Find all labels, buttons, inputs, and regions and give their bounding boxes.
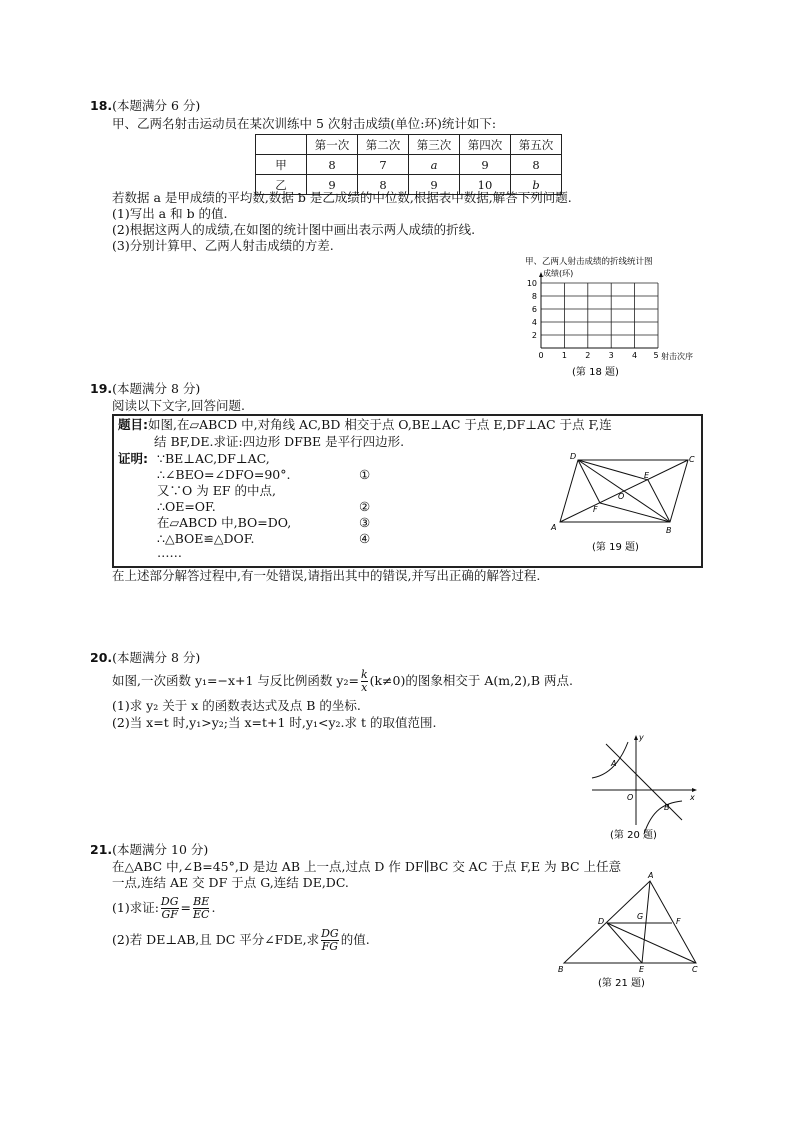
q19-intro: 阅读以下文字,回答问题.	[112, 398, 245, 413]
table-cell: 第四次	[460, 135, 511, 155]
point-label-a: A	[648, 871, 654, 880]
q19-caption: (第 19 题)	[592, 542, 639, 553]
q21-figure	[548, 868, 708, 992]
q19-points: (本题满分 8 分)	[112, 381, 201, 396]
chart-xlabel: 射击次序	[661, 352, 693, 361]
q19-problem-line2: 结 BF,DE.求证:四边形 DFBE 是平行四边形.	[154, 434, 405, 449]
q21-sub2	[112, 927, 370, 953]
q21-line2: 一点,连结 AE 交 DF 于点 G,连结 DE,DC.	[112, 875, 349, 890]
q21-header	[90, 842, 208, 858]
x-tick-label: 1	[561, 351, 567, 360]
proof-step: 在▱ABCD 中,BO=DO,	[157, 515, 292, 530]
point-label-d: D	[570, 452, 577, 461]
q20-text-b: (k≠0)的图象相交于 A(m,2),B 两点.	[369, 673, 574, 688]
score-table	[255, 134, 562, 195]
q21-sub1-text: (1)求证:	[112, 900, 159, 915]
q21-caption: (第 21 题)	[598, 978, 645, 989]
linear-function-line	[606, 744, 682, 820]
point-label-e: E	[639, 965, 645, 974]
segment-de	[607, 923, 642, 963]
proof-step-mark: ③	[359, 515, 371, 530]
q18-sub1: (1)写出 a 和 b 的值.	[112, 206, 228, 221]
q20-points: (本题满分 8 分)	[112, 650, 201, 665]
q18-points: (本题满分 6 分)	[112, 98, 201, 113]
x-arrow-icon	[692, 788, 697, 792]
q21-sub2-end: 的值.	[340, 932, 370, 947]
chart-grid	[541, 283, 658, 348]
proof-step: ∵BE⊥AC,DF⊥AC,	[157, 451, 270, 466]
point-label-b: B	[664, 803, 670, 812]
point-label-b: B	[666, 526, 672, 535]
x-tick-label: 2	[585, 351, 591, 360]
table-cell: 甲	[256, 155, 307, 175]
proof-step: ∴OE=OF.	[157, 499, 216, 514]
axis-label-y: y	[639, 733, 644, 742]
segment-fb	[600, 503, 670, 522]
table-cell: 第五次	[511, 135, 562, 155]
diagonal-bd	[578, 460, 670, 522]
q19-header	[90, 381, 200, 397]
point-label-a: A	[551, 523, 557, 532]
problem-text-1: 如图,在▱ABCD 中,对角线 AC,BD 相交于点 O,BE⊥AC 于点 E,DF⊥AC 于点 F,连	[148, 417, 612, 432]
q20-caption: (第 20 题)	[610, 830, 657, 841]
q19-problem-line1	[118, 417, 612, 433]
table-cell: 9	[460, 155, 511, 175]
frac-denominator: x	[361, 681, 368, 694]
x-tick-label: 3	[608, 351, 614, 360]
axis-label-x: x	[690, 793, 695, 802]
q19-number: 19.	[90, 381, 113, 396]
q21-sub1	[112, 895, 215, 921]
q19-figure	[548, 450, 698, 562]
frac-numerator: BE	[193, 895, 210, 908]
q18-chart	[510, 255, 700, 380]
q20-line1	[112, 668, 573, 694]
q18-text: 若数据 a 是甲成绩的平均数,数据 b 是乙成绩的中位数,根据表中数据,解答下列问题.	[112, 190, 572, 205]
q18-sub2: (2)根据这两人的成绩,在如图的统计图中画出表示两人成绩的折线.	[112, 222, 476, 237]
proof-step-mark: ②	[359, 499, 371, 514]
segment-be	[648, 480, 670, 522]
segment-dc	[607, 923, 696, 963]
proof-step: ……	[157, 545, 182, 560]
point-label-c: C	[692, 965, 698, 974]
table-row	[256, 155, 562, 175]
point-label-o: O	[618, 492, 625, 501]
q21-sub1-eq: =	[180, 900, 192, 915]
table-cell: 8	[511, 155, 562, 175]
y-arrow-icon	[634, 735, 638, 740]
table-cell: 第三次	[409, 135, 460, 155]
chart-title: 甲、乙两人射击成绩的折线统计图	[525, 257, 653, 267]
y-tick-label: 10	[526, 279, 537, 288]
frac-denominator: FG	[321, 940, 339, 953]
x-tick-label: 5	[653, 351, 659, 360]
y-tick-label: 4	[531, 318, 537, 327]
table-cell: 9	[307, 175, 358, 195]
point-label-f: F	[593, 505, 598, 514]
origin-label: O	[627, 793, 634, 802]
q20-header	[90, 650, 200, 666]
segment-ae	[642, 881, 650, 963]
table-row	[256, 135, 562, 155]
table-cell: a	[409, 155, 460, 175]
fraction-k-over-x	[361, 669, 368, 694]
chart-origin-label: 0	[538, 351, 544, 360]
point-label-g: G	[637, 912, 644, 921]
fraction-dg-over-gf	[161, 896, 179, 921]
table-cell: 8	[358, 175, 409, 195]
point-label-e: E	[644, 471, 650, 480]
point-label-a: A	[611, 759, 617, 768]
table-cell: 9	[409, 175, 460, 195]
q20-figure	[584, 730, 704, 842]
problem-label: 题目:	[118, 417, 148, 432]
q18-number: 18.	[90, 98, 113, 113]
x-tick-label: 4	[632, 351, 638, 360]
point-label-c: C	[689, 455, 695, 464]
table-cell: 8	[307, 155, 358, 175]
q21-line1: 在△ABC 中,∠B=45°,D 是边 AB 上一点,过点 D 作 DF∥BC 交 AC 于点 F,E 为 BC 上任意	[112, 859, 622, 874]
proof-step: 又∵O 为 EF 的中点,	[157, 483, 276, 498]
q18-sub3: (3)分别计算甲、乙两人射击成绩的方差.	[112, 238, 334, 253]
segment-df	[578, 460, 600, 503]
proof-step: ∴∠BEO=∠DFO=90°.	[157, 467, 291, 482]
point-label-d: D	[598, 917, 605, 926]
point-label-f: F	[676, 917, 681, 926]
fraction-dg-over-fg	[321, 928, 339, 953]
q19-question: 在上述部分解答过程中,有一处错误,请指出其中的错误,并写出正确的解答过程.	[112, 568, 541, 583]
table-cell: 第一次	[307, 135, 358, 155]
frac-denominator: GF	[161, 908, 178, 921]
table-cell	[256, 135, 307, 155]
chart-ylabel: 成绩(环)	[543, 269, 574, 278]
q20-sub2: (2)当 x=t 时,y₁>y₂;当 x=t+1 时,y₁<y₂.求 t 的取值范围.	[112, 715, 437, 730]
frac-numerator: DG	[321, 927, 339, 940]
q18-intro: 甲、乙两名射击运动员在某次训练中 5 次射击成绩(单位:环)统计如下:	[112, 116, 497, 131]
frac-numerator: k	[360, 668, 368, 681]
frac-denominator: EC	[193, 908, 210, 921]
y-tick-label: 6	[531, 305, 537, 314]
y-tick-label: 8	[531, 292, 537, 301]
point-label-b: B	[558, 965, 564, 974]
chart-caption: (第 18 题)	[572, 367, 619, 378]
table-cell: 10	[460, 175, 511, 195]
proof-step-mark: ④	[359, 531, 371, 546]
table-cell: 第二次	[358, 135, 409, 155]
q18-header	[90, 98, 200, 114]
q21-number: 21.	[90, 842, 113, 857]
proof-step-mark: ①	[359, 467, 371, 482]
segment-de	[578, 460, 648, 480]
proof-step: ∴△BOE≌△DOF.	[157, 531, 255, 546]
y-tick-label: 2	[531, 331, 537, 340]
table-cell: 7	[358, 155, 409, 175]
q20-sub1: (1)求 y₂ 关于 x 的函数表达式及点 B 的坐标.	[112, 698, 361, 713]
table-cell: 乙	[256, 175, 307, 195]
frac-numerator: DG	[160, 895, 179, 908]
fraction-be-over-ec	[193, 896, 209, 921]
q21-sub1-end: .	[211, 900, 216, 915]
table-cell: b	[511, 175, 562, 195]
q20-number: 20.	[90, 650, 113, 665]
q21-points: (本题满分 10 分)	[112, 842, 209, 857]
q20-text-a: 如图,一次函数 y₁=−x+1 与反比例函数 y₂=	[112, 673, 359, 688]
proof-label: 证明:	[118, 451, 148, 466]
q21-sub2-text: (2)若 DE⊥AB,且 DC 平分∠FDE,求	[112, 932, 320, 947]
